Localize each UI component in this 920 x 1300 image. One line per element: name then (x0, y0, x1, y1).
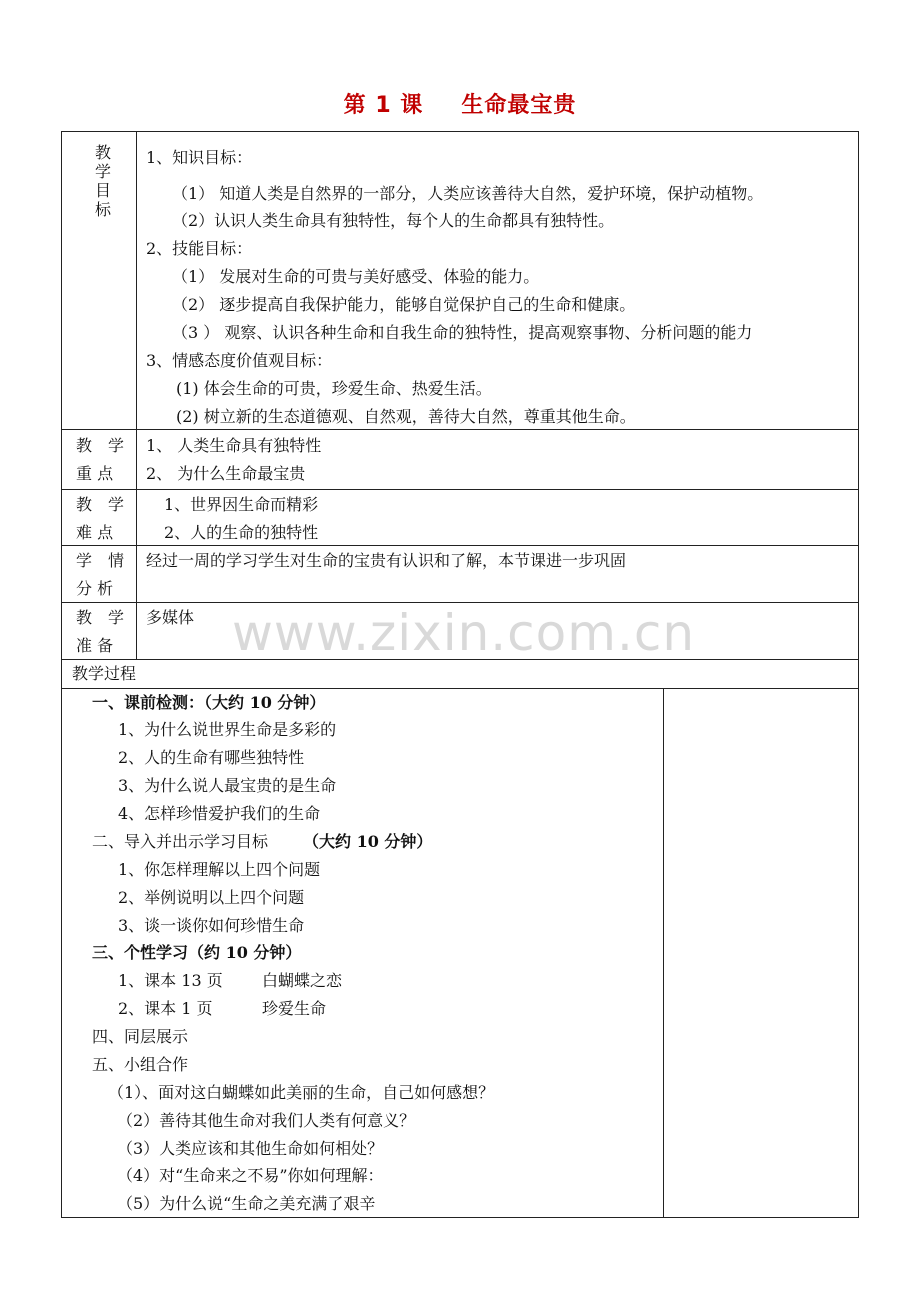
process-section-heading: 一、课前检测：（大约 10 分钟） (92, 693, 326, 712)
lesson-name: 生命最宝贵 (461, 93, 577, 118)
process-question: （1）、面对这白蝴蝶如此美丽的生命，自己如何感想？ (108, 1083, 495, 1102)
process-section-heading: 三、个性学习（约 10 分钟） (92, 943, 302, 962)
notes-column-divider (663, 688, 664, 1218)
row-divider (61, 429, 859, 430)
difficulties-label: 难 点 (76, 523, 114, 542)
process-item: 3、谈一谈你如何珍惜生命 (118, 916, 305, 935)
objectives-line: （1） 发展对生命的可贵与美好感受、体验的能力。 (172, 267, 540, 286)
process-item: 1、课本 13 页 (118, 971, 223, 990)
process-question: （2）善待其他生命对我们人类有何意义？ (117, 1111, 416, 1130)
key-points-line: 2、 为什么生命最宝贵 (146, 464, 306, 483)
row-divider (61, 688, 859, 689)
process-item: 4、怎样珍惜爱护我们的生命 (118, 804, 321, 823)
process-question: （4）对“生命来之不易”你如何理解： (117, 1166, 384, 1185)
difficulties-label: 教 学 (76, 495, 125, 514)
process-section-heading: 二、导入并出示学习目标 (92, 832, 269, 851)
objectives-line: 2、技能目标： (146, 239, 253, 258)
objectives-line: （2）认识人类生命具有独特性，每个人的生命都具有独特性。 (172, 211, 615, 230)
row-divider (61, 545, 859, 546)
process-item: 1、为什么说世界生命是多彩的 (118, 720, 337, 739)
difficulties-line: 2、人的生命的独特性 (164, 523, 319, 542)
process-label: 教学过程 (72, 664, 137, 683)
row-divider (61, 602, 859, 603)
process-item: 2、举例说明以上四个问题 (118, 888, 305, 907)
analysis-text: 经过一周的学习学生对生命的宝贵有认识和了解，本节课进一步巩固 (146, 551, 627, 570)
watermark: www.zixin.com.cn (232, 604, 696, 662)
lesson-number: 第 1 课 (343, 93, 424, 118)
process-item: 2、人的生命有哪些独特性 (118, 748, 305, 767)
objectives-line: 1、知识目标： (146, 148, 253, 167)
key-points-line: 1、 人类生命具有独特性 (146, 436, 322, 455)
process-section-duration: （大约 10 分钟） (303, 832, 433, 851)
objectives-line: (2) 树立新的生态道德观、自然观，善待大自然，尊重其他生命。 (176, 407, 636, 426)
key-points-label: 重 点 (76, 464, 114, 483)
objectives-label: 教 学 目 标 (94, 143, 111, 219)
process-item: 3、为什么说人最宝贵的是生命 (118, 776, 337, 795)
process-question: （3）人类应该和其他生命如何相处？ (117, 1139, 384, 1158)
label-column-divider (136, 131, 137, 659)
process-question: （5）为什么说“生命之美充满了艰辛 (117, 1194, 376, 1213)
preparation-label: 准 备 (76, 636, 114, 655)
analysis-label: 分 析 (76, 579, 114, 598)
analysis-label: 学 情 (76, 551, 125, 570)
preparation-text: 多媒体 (146, 608, 195, 627)
process-item-title: 珍爱生命 (262, 999, 327, 1018)
key-points-label: 教 学 (76, 436, 125, 455)
process-item-title: 白蝴蝶之恋 (262, 971, 343, 990)
process-section-heading: 四、同层展示 (92, 1027, 189, 1046)
objectives-line: （1） 知道人类是自然界的一部分，人类应该善待大自然，爱护环境，保护动植物。 (172, 184, 764, 203)
objectives-line: 3、情感态度价值观目标： (146, 351, 333, 370)
process-item: 1、你怎样理解以上四个问题 (118, 860, 321, 879)
difficulties-line: 1、世界因生命而精彩 (164, 495, 319, 514)
row-divider (61, 489, 859, 490)
process-item: 2、课本 1 页 (118, 999, 213, 1018)
objectives-line: （3 ） 观察、认识各种生命和自我生命的独特性，提高观察事物、分析问题的能力 (172, 323, 753, 342)
page-title (0, 88, 920, 119)
preparation-label: 教 学 (76, 608, 125, 627)
process-section-heading: 五、小组合作 (92, 1055, 189, 1074)
objectives-line: （2） 逐步提高自我保护能力，能够自觉保护自己的生命和健康。 (172, 295, 636, 314)
objectives-line: (1) 体会生命的可贵，珍爱生命、热爱生活。 (176, 379, 492, 398)
